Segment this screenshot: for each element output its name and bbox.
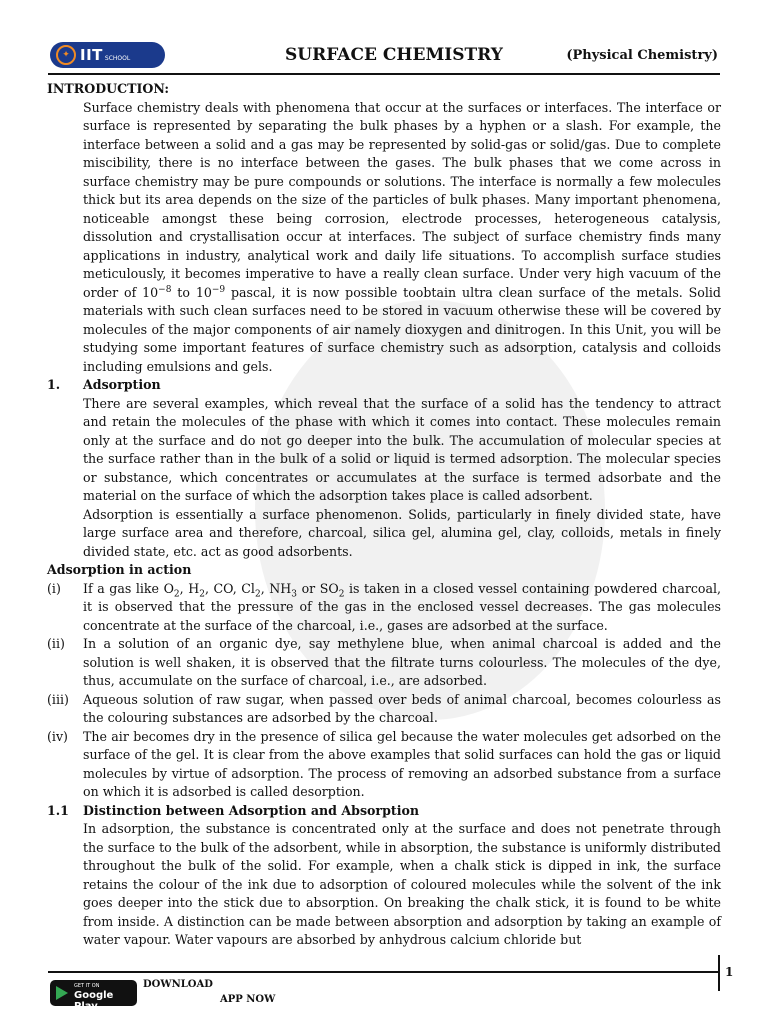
page-header: [0, 40, 768, 70]
download-label: DOWNLOAD: [143, 979, 213, 990]
logo-subtext: SCHOOL: [104, 54, 131, 62]
app-now-label: APP NOW: [220, 994, 276, 1005]
intro-paragraph: Surface chemistry deals with phenomena that occur at the surfaces or interfaces. The interface or surface is represented by separating the bulk phases by a hyphen or a slash. For example, the interface between a solid and a gas may be represented by solid-gas or solid/gas. Due to complete miscibility, there is no interface between the gases. The bulk phases that we come across in surface chemistry may be pure compounds or solutions. The interface is normally a few molecules thick but its area depends on the size of the particles of bulk phases. Many important phenomena, noticeable amongst these being corrosion, electrode processes, heterogeneous catalysis, dissolution and crystallisation occur at interfaces. The subject of surface chemistry finds many applications in industry, analytical work and daily life situations. To accomplish surface studies meticulously, it becomes imperative to have a really clean surface. Under very high vacuum of the order of $10^{-8}$ to $10^{-9}$ pascal, it is now possible toobtain ultra clean surface of the metals. Solid materials with such clean surfaces need to be stored in vacuum otherwise these will be covered by molecules of the major components of air namely dioxygen and dinitrogen. In this Unit, you will be studying some important features of surface chemistry such as adsorption, catalysis and colloids including emulsions and gels.: [83, 99, 721, 374]
logo-icon: ✦: [56, 45, 76, 65]
list-item: (iii) Aqueous solution of raw sugar, when passed over beds of animal charcoal, becomes colourless as the colouring substances are adsorbed by the charcoal.: [47, 691, 721, 725]
footer-rule: [48, 971, 718, 973]
play-icon: [56, 986, 68, 1000]
adsorption-paragraph-2: Adsorption is essentially a surface phenomenon. Solids, particularly in finely divided state, have large surface area and therefore, charcoal, silica gel, alumina gel, clay, colloids, metals in finely divided state, etc. act as good adsorbents.: [83, 506, 721, 559]
badge-small-text: GET IT ON: [74, 983, 100, 989]
document-body: [47, 80, 721, 950]
page-title: SURFACE CHEMISTRY: [285, 45, 503, 65]
section-heading-distinction: 1.1 Distinction between Adsorption and Absorption: [47, 802, 420, 818]
intro-heading: INTRODUCTION:: [47, 81, 170, 96]
adsorption-paragraph-1: There are several examples, which reveal that the surface of a solid has the tendency to attract and retain the molecules of the phase with which it comes into contact. These molecules remain only at the surface and do not go deeper into the bulk. The accumulation of molecular species at the surface rather than in the bulk of a solid or liquid is termed adsorption. The molecular species or substance, which concentrates or accumulates at the surface is termed adsorbate and the material on the surface of which the adsorption takes place is called adsorbent.: [83, 395, 721, 503]
in-action-heading: Adsorption in action: [47, 562, 192, 577]
footer-divider: [718, 955, 720, 991]
iit-school-logo: [50, 42, 165, 68]
section-heading-adsorption: 1. Adsorption: [47, 377, 161, 392]
logo-text: IIT: [80, 46, 103, 64]
distinction-paragraph: In adsorption, the substance is concentrated only at the surface and does not penetrate through the surface to the bulk of the adsorbent, while in absorption, the substance is uniformly distributed throughout the bulk of the solid. For example, when a chalk stick is dipped in ink, the surface retains the colour of the ink due to adsorption of coloured molecules while the solvent of the ink goes deeper into the stick due to absorption. On breaking the chalk stick, it is found to be white from inside. A distinction can be made between absorption and adsorption by taking an example of water vapour. Water vapours are absorbed by anhydrous calcium chloride but: [83, 821, 721, 947]
list-item: (iv) The air becomes dry in the presence of silica gel because the water molecules get adsorbed on the surface of the gel. It is clear from the above examples that solid surfaces can hold the gas or liquid molecules by virtue of adsorption. The process of removing an adsorbed substance from a surface on which it is adsorbed is called desorption.: [47, 728, 721, 799]
list-item: (ii) In a solution of an organic dye, say methylene blue, when animal charcoal is added and the solution is well shaken, it is observed that the filtrate turns colourless. The molecules of the dye, thus, accumulate on the surface of charcoal, i.e., are adsorbed.: [47, 636, 721, 688]
subject-label: (Physical Chemistry): [566, 48, 718, 63]
google-play-badge[interactable]: [50, 980, 137, 1012]
badge-store-text: Google Play: [74, 990, 114, 1012]
list-item: (i) If a gas like $O_2$, $H_2$, CO, $Cl_2$, $NH_3$ or $SO_2$ is taken in a closed vessel containing powdered charcoal, it is observed that the pressure of the gas in the enclosed vessel decreases. The gas molecules concentrate at the surface of the charcoal, i.e., gases are adsorbed at the surface.: [47, 580, 722, 633]
header-rule: [48, 73, 720, 75]
page-number: 1: [725, 965, 734, 979]
